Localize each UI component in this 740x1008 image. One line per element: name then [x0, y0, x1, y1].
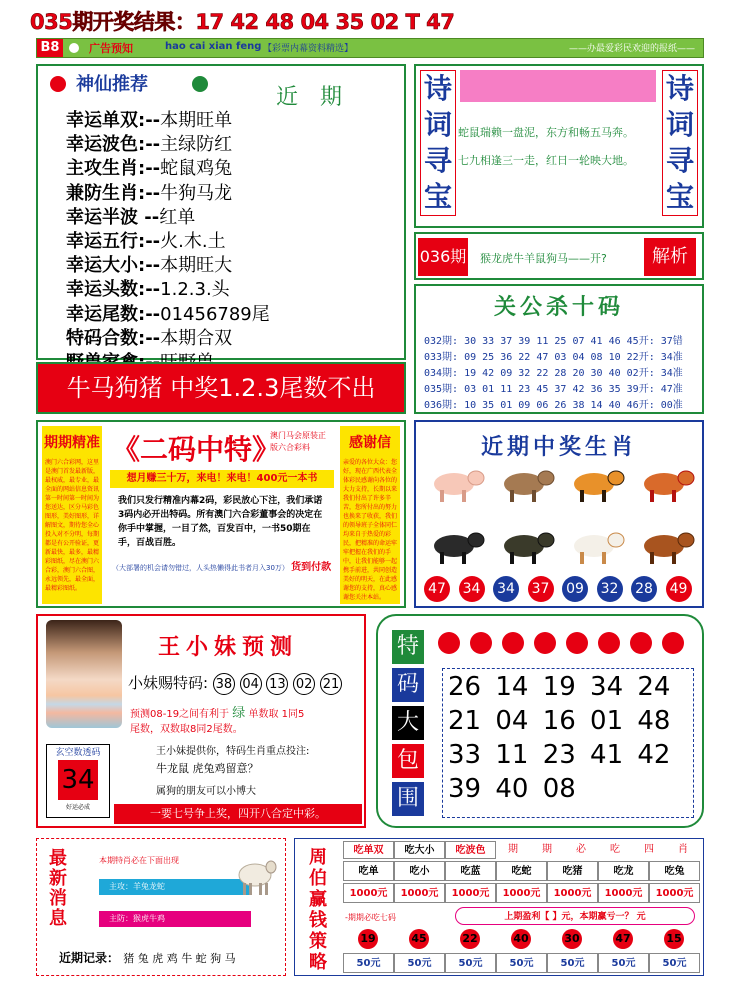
- poem-panel: [414, 64, 704, 228]
- ten-codes-row: 034期: 19 42 09 32 22 28 20 30 40 02开: 34准: [424, 368, 683, 379]
- wang-line-3: 王小妹提供你，特码生肖重点投注:: [156, 746, 310, 757]
- zodiac-title: 近期中奖生肖: [480, 435, 637, 460]
- bet-head: 吃大小: [394, 841, 445, 859]
- xuan-title: 玄空数透码: [55, 748, 101, 758]
- xuan-box: [46, 744, 110, 818]
- zodiac-ball: 34: [459, 576, 485, 602]
- fairy-title: 神仙推荐: [76, 74, 148, 95]
- recent-zodiac-panel: [414, 420, 704, 608]
- bet-head: 期: [508, 844, 518, 855]
- wang-line-5: 属狗的朋友可以小博大: [156, 786, 256, 797]
- fairy-row-key: 特码合数:--: [66, 327, 161, 349]
- fairy-row-value: 牛狗马龙: [160, 182, 233, 204]
- poem-column-left: [420, 70, 456, 216]
- red-dot-icon: [662, 632, 684, 654]
- wang-codes-label: 小妹赐特码:: [128, 674, 209, 692]
- special-row: 26 14 19 34 24: [448, 672, 671, 702]
- sheep-icon: [233, 853, 281, 897]
- green-dot-icon: [192, 76, 208, 92]
- wang-line-1a: 预测08-19之间有利于: [130, 709, 230, 720]
- news-back-bar: 主防：猴虎牛鸡: [99, 911, 251, 927]
- bet-head: 期: [542, 844, 552, 855]
- latest-news-panel: [36, 838, 286, 976]
- news-title: 最新消息: [49, 848, 67, 929]
- special-label: 包: [392, 744, 424, 778]
- fairy-recent-label: 近 期: [276, 85, 343, 110]
- ad-right-text: 亲爱的各位大众：您好，现在广西代表全体彩民感谢向各位的大力支持，长期以来我们付出了许多辛苦，您所付出的努力也换来了收获，我们的领导班子全体同仁均来自于热爱的彩民，把精准的命运牢牢把握在我们的手中，让我们能够一起携手前进，共同创造美好的明天，在此感谢您的支持，真心感谢您关注本站。: [343, 459, 398, 601]
- bet-head: 吃单双: [343, 841, 394, 859]
- special-label: 码: [392, 668, 424, 702]
- bet-cell: 50元: [394, 953, 445, 973]
- ad-left-title: 期期精准: [44, 435, 100, 451]
- wang-line-1: [130, 702, 304, 721]
- ad-call-banner: 想月赚三十万，来电！来电！400元一本书: [110, 470, 334, 488]
- bet-cell: 吃单: [343, 861, 394, 881]
- fairy-row-key: 幸运半波 --: [66, 206, 160, 228]
- bet-number: 45: [409, 929, 429, 949]
- special-code-panel: [376, 614, 704, 828]
- dog-icon: [564, 526, 628, 566]
- special-row: 33 11 23 41 42: [448, 740, 671, 770]
- zodiac-ball: 34: [493, 576, 519, 602]
- section-badge: B8: [37, 39, 63, 57]
- poem-char: 寻: [665, 144, 694, 177]
- fairy-row-key: 幸运单双:--: [66, 110, 161, 131]
- ten-codes-row: 033期: 09 25 36 22 47 03 04 08 10 22开: 34准: [424, 352, 683, 363]
- ad-right-column: [340, 426, 400, 604]
- wang-codes: [128, 672, 342, 695]
- red-dot-icon: [534, 632, 556, 654]
- xuan-footer: 好运必成: [65, 804, 90, 811]
- rabbit-icon: [494, 464, 558, 504]
- bet-cell: 50元: [343, 953, 394, 973]
- special-label: 特: [392, 630, 424, 664]
- bet-number: 22: [460, 929, 480, 949]
- wang-code: 38: [213, 673, 235, 695]
- poem-char: 词: [665, 108, 694, 141]
- bet-head: 四: [644, 844, 654, 855]
- fairy-row-key: 主攻生肖:--: [66, 158, 161, 180]
- bet-cell: 50元: [649, 953, 700, 973]
- ad-left-column: [42, 426, 102, 604]
- fairy-row: [66, 324, 232, 350]
- fairy-row: [66, 300, 270, 326]
- wang-title: 王小妹预测: [158, 635, 299, 660]
- top-bar: [36, 38, 704, 58]
- ten-codes-row: 036期: 10 35 01 09 06 26 38 14 40 46开: 00准: [424, 400, 683, 411]
- fairy-row-key: 幸运大小:--: [66, 255, 161, 277]
- bet-cell: 1000元: [649, 883, 700, 903]
- ten-codes-panel: [414, 284, 704, 414]
- dot-icon: [69, 43, 79, 53]
- fairy-row-key: 幸运尾数:--: [66, 303, 161, 325]
- fairy-row-value: 红单: [159, 206, 196, 228]
- fairy-row-key: 兼防生肖:--: [66, 182, 161, 204]
- bet-number: 30: [562, 929, 582, 949]
- bet-cell: 吃龙: [598, 861, 649, 881]
- page-title: 035期开奖结果：17 42 48 04 35 02 T 47: [30, 10, 455, 34]
- red-dot-icon: [50, 76, 66, 92]
- fairy-row-key: 幸运头数:--: [66, 279, 161, 301]
- news-record: [59, 949, 236, 966]
- wang-bottom-banner: 一要七号争上奖，四开八合定中彩。: [114, 804, 362, 824]
- bet-head: 必: [576, 844, 586, 855]
- poem-char: 诗: [423, 72, 452, 105]
- fairy-row-value: 01456789尾: [160, 303, 270, 325]
- two-codes-ad: [36, 420, 406, 608]
- fairy-row: [66, 227, 226, 253]
- poem-char: 寻: [423, 144, 452, 177]
- bet-cell: 吃蛇: [496, 861, 547, 881]
- bet-head: 肖: [678, 844, 688, 855]
- bet-head: 吃波色: [445, 841, 496, 859]
- poem-pink-block: [460, 70, 656, 102]
- ad-footer-cod: 货到付款: [291, 562, 332, 573]
- issue-label: 036期: [418, 238, 468, 276]
- wang-line-1c: 单数取: [248, 709, 279, 720]
- rooster-icon: [634, 464, 698, 504]
- pig-icon: [424, 464, 488, 504]
- section-right-text: ——办最爱彩民欢迎的报纸——: [568, 44, 695, 54]
- section-label: 广告预知: [89, 42, 133, 55]
- bet-cell: 1000元: [445, 883, 496, 903]
- fairy-banner: 牛马狗猪 中奖1.2.3尾数不出: [36, 362, 406, 414]
- explain-button[interactable]: 解析: [644, 238, 696, 276]
- ten-codes-row: 035期: 03 01 11 23 45 37 42 36 35 39开: 47准: [424, 384, 683, 395]
- poem-char: 宝: [665, 180, 694, 213]
- fairy-row-value: 主绿防红: [160, 134, 233, 156]
- portrait-photo: [46, 620, 122, 728]
- bet-number: 15: [664, 929, 684, 949]
- wang-line-2: 尾数，双数取8同2尾数。: [130, 724, 243, 735]
- poem-line-2: 七九相逢三一走，红日一轮映大地。: [458, 154, 634, 167]
- fairy-row-value: 火.木.土: [160, 231, 226, 252]
- bet-cell: 50元: [598, 953, 649, 973]
- section-slogan: 【彩票内幕资料精选】: [263, 44, 354, 54]
- bet-number: 40: [511, 929, 531, 949]
- wang-prediction-panel: [36, 614, 366, 828]
- special-label: 大: [392, 706, 424, 740]
- fairy-row: [66, 275, 230, 301]
- zodiac-ball: 32: [597, 576, 623, 602]
- bet-cell: 50元: [445, 953, 496, 973]
- bet-cell: 50元: [496, 953, 547, 973]
- bet-title: 周伯赢钱策略: [309, 847, 327, 973]
- bet-number: 47: [613, 929, 633, 949]
- bet-strategy-panel: [294, 838, 704, 976]
- bet-cell: 吃小: [394, 861, 445, 881]
- bet-cell: 吃兔: [649, 861, 700, 881]
- zodiac-ball: 37: [528, 576, 554, 602]
- bet-cell: 1000元: [598, 883, 649, 903]
- poem-char: 诗: [665, 72, 694, 105]
- bet-number: 19: [358, 929, 378, 949]
- news-record-values: 猪 兔 虎 鸡 牛 蛇 狗 马: [123, 952, 236, 965]
- wang-line-4: 牛龙鼠 虎兔鸡留意？: [156, 762, 259, 775]
- fairy-row: [66, 154, 232, 180]
- wang-line-1b: 绿: [232, 706, 246, 721]
- section-pinyin: hao cai xian feng: [165, 41, 262, 52]
- bet-cell: 1000元: [496, 883, 547, 903]
- wang-code: 21: [320, 673, 342, 695]
- poem-char: 宝: [423, 180, 452, 213]
- red-dot-icon: [470, 632, 492, 654]
- ad-footer-note: （大部署的机会请勿错过，人头热懒得此书者月入30万）: [112, 564, 289, 572]
- ad-body: 我们只发行精准内幕2码，彩民放心下注，我们承诺3码内必开出特码。所有澳门六合彩董事会的决定在你手中掌握，一目了然，百发百中，一书50期在手，百战百胜。: [118, 496, 323, 548]
- fairy-row-value: 本期旺单: [160, 110, 233, 131]
- fairy-row-value: 本期合双: [160, 327, 233, 349]
- bet-cell: 吃蓝: [445, 861, 496, 881]
- red-dot-icon: [438, 632, 460, 654]
- bet-cell: 1000元: [394, 883, 445, 903]
- snake-icon: [494, 526, 558, 566]
- fairy-row: [66, 130, 232, 156]
- zodiac-ball: 47: [424, 576, 450, 602]
- wang-code: 04: [240, 673, 262, 695]
- bet-pick-label: -期期必吃七码: [345, 913, 396, 922]
- ox-icon: [424, 526, 488, 566]
- fairy-row-key: 幸运波色:--: [66, 134, 161, 156]
- red-dot-icon: [630, 632, 652, 654]
- ad-footer: [112, 558, 331, 573]
- ad-right-title: 感谢信: [349, 435, 391, 451]
- bet-cell: 1000元: [547, 883, 598, 903]
- fairy-row: [66, 179, 232, 205]
- zodiac-ball: 28: [631, 576, 657, 602]
- red-dot-icon: [502, 632, 524, 654]
- horse-icon: [634, 526, 698, 566]
- bet-profit-label: 上期盈利【 】元，本期赢亏一？ 元: [455, 907, 695, 925]
- poem-column-right: [662, 70, 698, 216]
- bet-head: 吃: [610, 844, 620, 855]
- fairy-row: [66, 203, 195, 229]
- wang-code: 13: [266, 673, 288, 695]
- wang-code: 02: [293, 673, 315, 695]
- fairy-row-key: 幸运五行:--: [66, 231, 161, 252]
- fairy-row-value: 1.2.3.头: [160, 279, 230, 301]
- red-dot-icon: [598, 632, 620, 654]
- red-dot-icon: [566, 632, 588, 654]
- news-main-bar: 主攻：羊兔龙蛇: [99, 879, 251, 895]
- fairy-row-value: 蛇鼠鸡兔: [160, 158, 233, 180]
- wang-line-1d: 1同5: [281, 709, 305, 720]
- ad-side-text: 澳门马会原装正版六合彩料: [270, 431, 326, 452]
- zodiac-ball: 09: [562, 576, 588, 602]
- fairy-row: [66, 251, 232, 277]
- fairy-row: [66, 106, 232, 132]
- fairy-recommend-panel: [36, 64, 406, 360]
- bet-cell: 1000元: [343, 883, 394, 903]
- issue-hint: 猴龙虎牛羊鼠狗马——开?: [480, 252, 607, 265]
- ad-left-text: 澳门六合彩网，这里是澳门首发最新版，最权威，最专业，最全面的网站信息资讯第一时间第一时间为您送达，区分马彩色图形，美好图形，详解图文，期待您全心投入对不分明，每期都是有公开验证，更新最快，最多，最精彩图纸，尽在澳门六合彩，澳门六合图，永远领先，最全面，最精彩图纸。: [45, 459, 100, 592]
- zodiac-ball: 49: [666, 576, 692, 602]
- special-row: 39 40 08: [448, 774, 576, 804]
- special-row: 21 04 16 01 48: [448, 706, 671, 736]
- issue-hint-panel: [414, 232, 704, 280]
- ten-codes-row: 032期: 30 33 37 39 11 25 07 41 46 45开: 37错: [424, 336, 683, 347]
- ten-codes-title: 关公杀十码: [493, 295, 624, 320]
- news-tip: 本期特肖必在下面出现: [99, 856, 179, 865]
- fairy-row-value: 本期旺大: [160, 255, 233, 277]
- poem-line-1: 蛇鼠瑞赖一盘泥，东方和畅五马奔。: [458, 126, 634, 139]
- bet-cell: 50元: [547, 953, 598, 973]
- news-record-label: 近期记录：: [59, 951, 120, 965]
- ad-title: 《二码中特》: [112, 433, 281, 466]
- bet-cell: 吃猪: [547, 861, 598, 881]
- special-label: 围: [392, 782, 424, 816]
- poem-char: 词: [423, 108, 452, 141]
- xuan-number: 34: [58, 760, 98, 800]
- tiger-icon: [564, 464, 628, 504]
